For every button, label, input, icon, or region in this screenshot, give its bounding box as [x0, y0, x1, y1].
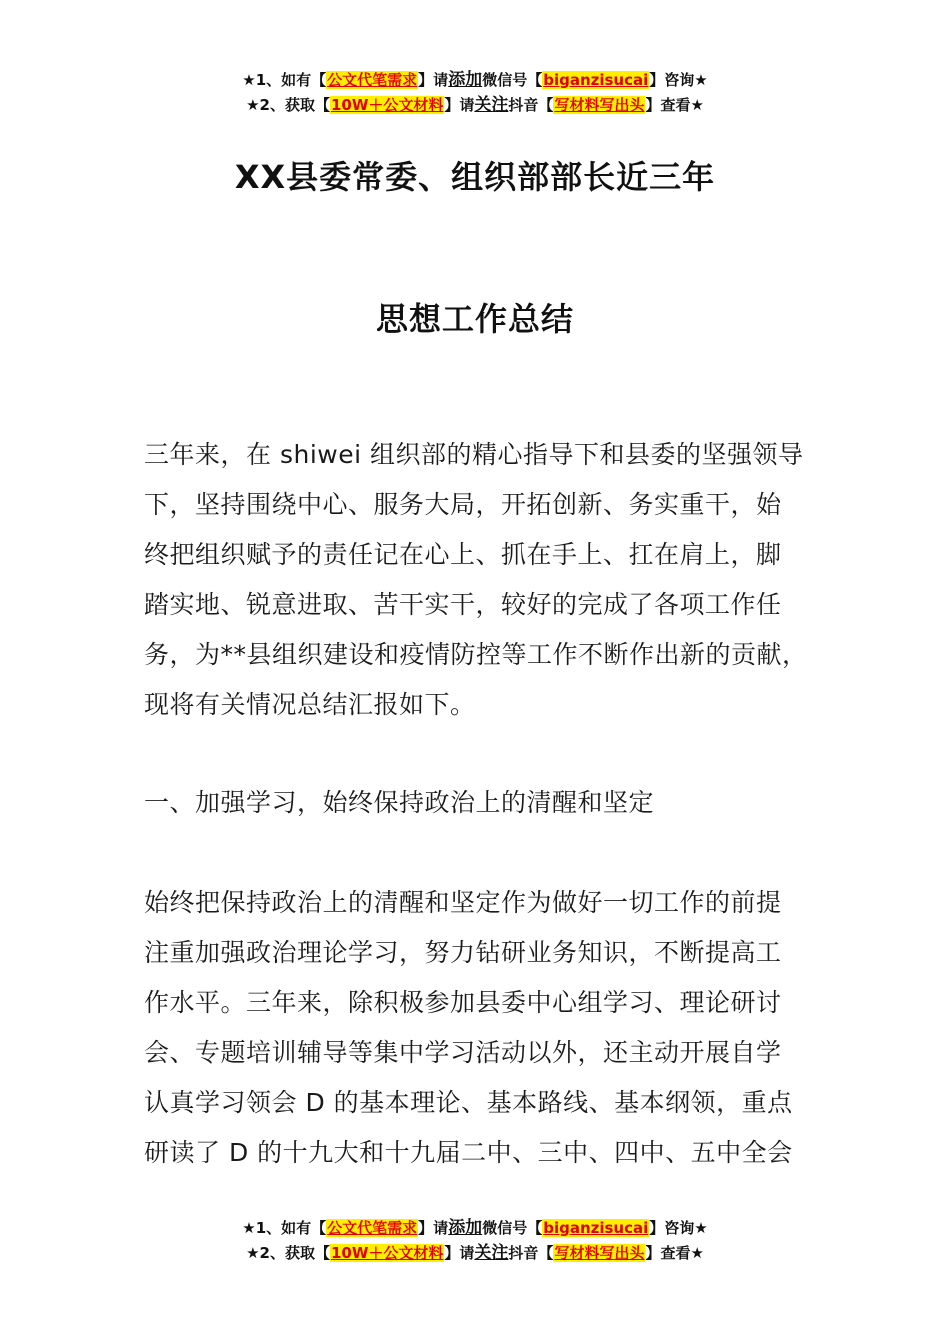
intro-line: 终把组织赋予的责任记在心上、抓在手上、扛在肩上，脚: [144, 540, 782, 569]
section-1-line: 始终把保持政治上的清醒和坚定作为做好一切工作的前提: [144, 888, 782, 917]
section-1-line: 注重加强政治理论学习，努力钻研业务知识，不断提高工: [144, 938, 782, 967]
document-title-line-2: 思想工作总结: [375, 300, 574, 338]
intro-line: 三年来，在 shiwei 组织部的精心指导下和县委的坚强领导: [144, 440, 804, 469]
materials-highlight: 10W＋公文材料: [330, 1244, 444, 1262]
intro-paragraph: [144, 430, 834, 730]
ghostwriting-highlight: 公文代笔需求: [327, 71, 418, 89]
bottom-banner: [0, 1216, 950, 1266]
section-1-line: 会、专题培训辅导等集中学习活动以外，还主动开展自学: [144, 1038, 782, 1067]
materials-highlight: 10W＋公文材料: [330, 96, 444, 114]
intro-line: 踏实地、锐意进取、苦干实干，较好的完成了各项工作任: [144, 590, 782, 619]
banner-line-2: ★2、获取【10W＋公文材料】请关注抖音【写材料写出头】查看★: [246, 1243, 704, 1263]
section-1-line: 认真学习领会 D 的基本理论、基本路线、基本纲领，重点: [144, 1088, 793, 1117]
wechat-id-highlight: biganzisucai: [543, 71, 649, 89]
wechat-id-highlight: biganzisucai: [543, 1219, 649, 1237]
douyin-account-highlight: 写材料写出头: [554, 96, 645, 114]
section-1-line: 作水平。三年来，除积极参加县委中心组学习、理论研讨: [144, 988, 782, 1017]
banner-line-1: ★1、如有【公文代笔需求】请添加微信号【biganzisucai】咨询★: [242, 70, 708, 90]
section-1-heading: 一、加强学习，始终保持政治上的清醒和坚定: [144, 788, 655, 817]
intro-line: 务，为**县组织建设和疫情防控等工作不断作出新的贡献，: [144, 640, 808, 669]
banner-line-1: ★1、如有【公文代笔需求】请添加微信号【biganzisucai】咨询★: [242, 1218, 708, 1238]
document-title-line-1: XX县委常委、组织部部长近三年: [234, 158, 716, 196]
section-1-paragraph: [144, 878, 834, 1178]
top-banner: [0, 68, 950, 118]
banner-line-2: ★2、获取【10W＋公文材料】请关注抖音【写材料写出头】查看★: [246, 95, 704, 115]
intro-line: 下，坚持围绕中心、服务大局，开拓创新、务实重干，始: [144, 490, 782, 519]
ghostwriting-highlight: 公文代笔需求: [327, 1219, 418, 1237]
intro-line: 现将有关情况总结汇报如下。: [144, 690, 476, 719]
section-1-line: 研读了 D 的十九大和十九届二中、三中、四中、五中全会: [144, 1138, 793, 1167]
douyin-account-highlight: 写材料写出头: [554, 1244, 645, 1262]
